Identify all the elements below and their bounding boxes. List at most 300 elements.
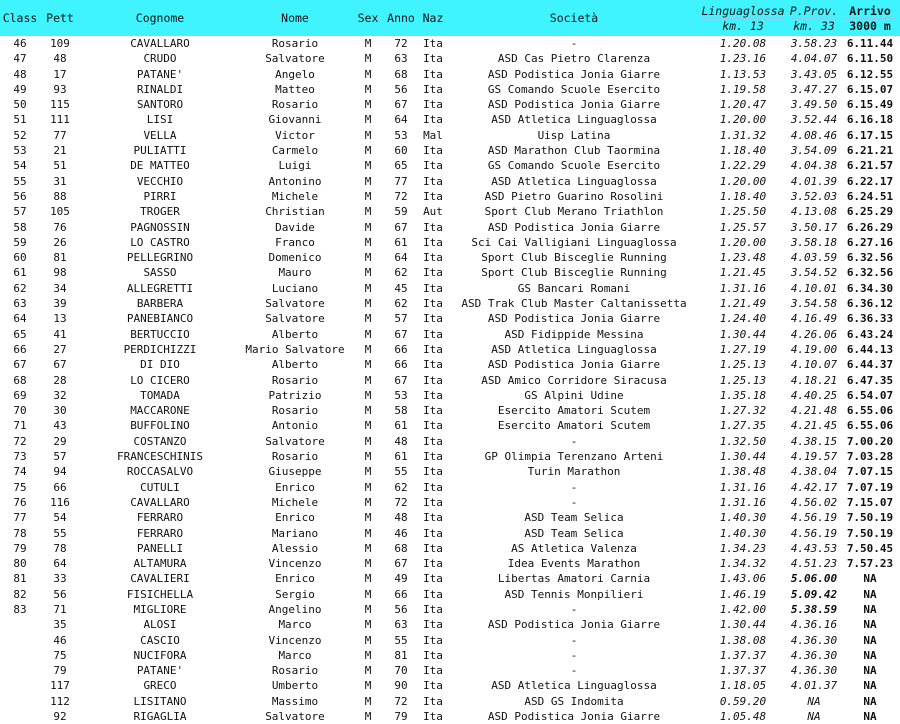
sex-cell: M bbox=[364, 52, 372, 66]
arrivo-cell: NA bbox=[863, 633, 877, 647]
arrivo-cell: 6.55.06 bbox=[846, 419, 894, 433]
linguaglossa-cell: 1.31.16 bbox=[719, 495, 767, 509]
arrivo-cell: 7.50.45 bbox=[846, 541, 894, 555]
table-row bbox=[0, 250, 900, 265]
pett-cell: 115 bbox=[50, 98, 70, 112]
arrivo-cell: 6.47.35 bbox=[846, 373, 894, 387]
table-row bbox=[0, 112, 900, 127]
nome-cell: Alberto bbox=[271, 327, 319, 341]
nome-cell: Giovanni bbox=[268, 113, 322, 127]
naz-cell: Ita bbox=[423, 434, 443, 448]
anno-cell: 67 bbox=[394, 557, 408, 571]
societa-cell: ASD Podistica Jonia Giarre bbox=[487, 67, 661, 81]
arrivo-cell: NA bbox=[863, 694, 877, 708]
linguaglossa-cell: 1.30.44 bbox=[719, 450, 767, 464]
class-cell: 51 bbox=[13, 113, 27, 127]
arrivo-cell: 6.43.24 bbox=[846, 327, 894, 341]
anno-cell: 48 bbox=[394, 511, 408, 525]
table-row bbox=[0, 97, 900, 112]
naz-cell: Ita bbox=[423, 602, 443, 616]
societa-cell: Sci Cai Valligiani Linguaglossa bbox=[471, 235, 677, 249]
sex-cell: M bbox=[364, 342, 372, 356]
nome-cell: Alberto bbox=[271, 358, 319, 372]
arrivo-cell: 6.15.49 bbox=[846, 98, 894, 112]
cognome-cell: FERRARO bbox=[136, 511, 184, 525]
table-row bbox=[0, 67, 900, 82]
pprov-cell: 3.54.58 bbox=[790, 297, 838, 311]
anno-cell: 90 bbox=[394, 679, 408, 693]
anno-cell: 55 bbox=[394, 465, 408, 479]
anno-cell: 59 bbox=[394, 205, 408, 219]
linguaglossa-cell: 1.20.00 bbox=[719, 113, 767, 127]
anno-cell: 55 bbox=[394, 633, 408, 647]
societa-cell: Esercito Amatori Scutem bbox=[497, 419, 651, 433]
societa-cell: Sport Club Bisceglie Running bbox=[481, 266, 667, 280]
anno-cell: 67 bbox=[394, 220, 408, 234]
linguaglossa-cell: 1.34.23 bbox=[719, 541, 767, 555]
societa-cell: - bbox=[570, 648, 578, 662]
arrivo-cell: NA bbox=[863, 602, 877, 616]
linguaglossa-cell: 1.19.58 bbox=[719, 82, 767, 96]
linguaglossa-cell: 1.25.13 bbox=[719, 358, 767, 372]
naz-cell: Ita bbox=[423, 67, 443, 81]
societa-cell: GS Alpini Udine bbox=[524, 388, 624, 402]
societa-cell: ASD Atletica Linguaglossa bbox=[491, 679, 657, 693]
societa-cell: GP Olimpia Terenzano Arteni bbox=[484, 450, 664, 464]
sex-cell: M bbox=[364, 373, 372, 387]
pett-cell: 81 bbox=[53, 251, 67, 265]
societa-cell: ASD Podistica Jonia Giarre bbox=[487, 220, 661, 234]
naz-cell: Ita bbox=[423, 633, 443, 647]
linguaglossa-cell: 1.25.57 bbox=[719, 220, 767, 234]
cognome-cell: CAVALLARO bbox=[130, 37, 190, 50]
nome-cell: Franco bbox=[275, 235, 315, 249]
sex-cell: M bbox=[364, 404, 372, 418]
class-cell: 62 bbox=[13, 281, 27, 295]
naz-cell: Ita bbox=[423, 358, 443, 372]
class-cell: 48 bbox=[13, 67, 27, 81]
class-cell: 77 bbox=[13, 511, 27, 525]
anno-cell: 60 bbox=[394, 144, 408, 158]
table-row bbox=[0, 418, 900, 433]
table-row bbox=[0, 602, 900, 617]
pprov-cell: 4.21.45 bbox=[790, 419, 838, 433]
societa-cell: Sport Club Bisceglie Running bbox=[481, 251, 667, 265]
naz-cell: Ita bbox=[423, 113, 443, 127]
nome-cell: Rosario bbox=[271, 98, 319, 112]
cognome-cell: MACCARONE bbox=[130, 404, 190, 418]
cognome-cell: VELLA bbox=[143, 128, 177, 142]
linguaglossa-cell: 1.35.18 bbox=[719, 388, 767, 402]
societa-cell: ASD Podistica Jonia Giarre bbox=[487, 98, 661, 112]
arrivo-cell: 6.16.18 bbox=[846, 113, 894, 127]
nome-cell: Vincenzo bbox=[268, 557, 322, 571]
nome-cell: Michele bbox=[271, 495, 319, 509]
anno-cell: 61 bbox=[394, 419, 408, 433]
societa-cell: ASD Podistica Jonia Giarre bbox=[487, 358, 661, 372]
header-class: Class bbox=[0, 0, 40, 36]
nome-cell: Angelo bbox=[275, 67, 315, 81]
linguaglossa-cell: 1.30.44 bbox=[719, 327, 767, 341]
societa-cell: ASD GS Indomita bbox=[524, 694, 624, 708]
pett-cell: 26 bbox=[53, 235, 67, 249]
sex-cell: M bbox=[364, 648, 372, 662]
table-row bbox=[0, 189, 900, 204]
header-pprov-title: P.Prov. bbox=[789, 3, 839, 18]
anno-cell: 63 bbox=[394, 618, 408, 632]
table-row bbox=[0, 510, 900, 525]
naz-cell: Ita bbox=[423, 648, 443, 662]
table-row bbox=[0, 82, 900, 97]
cognome-cell: PANEBIANCO bbox=[126, 312, 194, 326]
pprov-cell: 4.56.02 bbox=[790, 495, 838, 509]
linguaglossa-cell: 1.31.16 bbox=[719, 281, 767, 295]
arrivo-cell: 7.50.19 bbox=[846, 511, 894, 525]
sex-cell: M bbox=[364, 205, 372, 219]
class-cell bbox=[0, 694, 40, 709]
pett-cell: 76 bbox=[53, 220, 67, 234]
table-row bbox=[0, 311, 900, 326]
pprov-cell: 4.51.23 bbox=[790, 557, 838, 571]
naz-cell: Ita bbox=[423, 235, 443, 249]
pprov-cell: 3.58.18 bbox=[790, 235, 838, 249]
pett-cell: 71 bbox=[53, 602, 67, 616]
naz-cell: Ita bbox=[423, 572, 443, 586]
arrivo-cell: 6.34.30 bbox=[846, 281, 894, 295]
nome-cell: Marco bbox=[278, 648, 312, 662]
pprov-cell: 3.43.05 bbox=[790, 67, 838, 81]
sex-cell: M bbox=[364, 388, 372, 402]
societa-cell: ASD Podistica Jonia Giarre bbox=[487, 618, 661, 632]
cognome-cell: ROCCASALVO bbox=[126, 465, 194, 479]
societa-cell: GS Bancari Romani bbox=[517, 281, 631, 295]
table-row bbox=[0, 541, 900, 556]
pprov-cell: 3.47.27 bbox=[790, 82, 838, 96]
sex-cell: M bbox=[364, 511, 372, 525]
linguaglossa-cell: 1.27.19 bbox=[719, 342, 767, 356]
pett-cell: 66 bbox=[53, 480, 67, 494]
pprov-cell: 4.38.15 bbox=[790, 434, 838, 448]
anno-cell: 53 bbox=[394, 128, 408, 142]
sex-cell: M bbox=[364, 281, 372, 295]
class-cell: 46 bbox=[13, 37, 27, 50]
class-cell: 70 bbox=[13, 404, 27, 418]
naz-cell: Ita bbox=[423, 98, 443, 112]
arrivo-cell: 6.44.13 bbox=[846, 342, 894, 356]
sex-cell: M bbox=[364, 419, 372, 433]
class-cell: 69 bbox=[13, 388, 27, 402]
pett-cell: 13 bbox=[53, 312, 67, 326]
class-cell: 68 bbox=[13, 373, 27, 387]
pett-cell: 54 bbox=[53, 511, 67, 525]
nome-cell: Rosario bbox=[271, 404, 319, 418]
linguaglossa-cell: 1.31.16 bbox=[719, 480, 767, 494]
header-pprov-km: km. 33 bbox=[793, 18, 835, 33]
class-cell: 75 bbox=[13, 480, 27, 494]
pett-cell: 77 bbox=[53, 128, 67, 142]
pprov-cell: 4.13.08 bbox=[790, 205, 838, 219]
pprov-cell: 4.16.49 bbox=[790, 312, 838, 326]
pett-cell: 116 bbox=[50, 495, 70, 509]
pett-cell: 109 bbox=[50, 37, 70, 50]
pett-cell: 32 bbox=[53, 388, 67, 402]
naz-cell: Ita bbox=[423, 664, 443, 678]
sex-cell: M bbox=[364, 251, 372, 265]
table-row bbox=[0, 587, 900, 602]
pett-cell: 88 bbox=[53, 189, 67, 203]
sex-cell: M bbox=[364, 358, 372, 372]
linguaglossa-cell: 1.21.49 bbox=[719, 297, 767, 311]
societa-cell: ASD Amico Corridore Siracusa bbox=[481, 373, 667, 387]
anno-cell: 57 bbox=[394, 312, 408, 326]
linguaglossa-cell: 1.18.40 bbox=[719, 144, 767, 158]
naz-cell: Ita bbox=[423, 465, 443, 479]
pett-cell: 112 bbox=[50, 694, 70, 708]
cognome-cell: ALLEGRETTI bbox=[126, 281, 194, 295]
arrivo-cell: 6.21.21 bbox=[846, 144, 894, 158]
pett-cell: 105 bbox=[50, 205, 70, 219]
nome-cell: Matteo bbox=[275, 82, 315, 96]
class-cell bbox=[0, 648, 40, 663]
nome-cell: Salvatore bbox=[265, 312, 325, 326]
table-row bbox=[0, 709, 900, 724]
class-cell bbox=[0, 663, 40, 678]
anno-cell: 72 bbox=[394, 495, 408, 509]
arrivo-cell: 7.15.07 bbox=[846, 495, 894, 509]
sex-cell: M bbox=[364, 557, 372, 571]
linguaglossa-cell: 1.21.45 bbox=[719, 266, 767, 280]
nome-cell: Christian bbox=[265, 205, 325, 219]
linguaglossa-cell: 1.38.08 bbox=[719, 633, 767, 647]
nome-cell: Patrizio bbox=[268, 388, 322, 402]
pprov-cell: 4.19.57 bbox=[790, 450, 838, 464]
nome-cell: Salvatore bbox=[265, 710, 325, 724]
cognome-cell: CUTULI bbox=[140, 480, 180, 494]
linguaglossa-cell: 1.40.30 bbox=[719, 526, 767, 540]
societa-cell: Uisp Latina bbox=[537, 128, 611, 142]
pett-cell: 94 bbox=[53, 465, 67, 479]
naz-cell: Ita bbox=[423, 220, 443, 234]
anno-cell: 72 bbox=[394, 37, 408, 50]
pett-cell: 57 bbox=[53, 450, 67, 464]
naz-cell: Ita bbox=[423, 189, 443, 203]
arrivo-cell: 6.32.56 bbox=[846, 266, 894, 280]
anno-cell: 64 bbox=[394, 251, 408, 265]
cognome-cell: ALTAMURA bbox=[133, 557, 187, 571]
anno-cell: 61 bbox=[394, 235, 408, 249]
arrivo-cell: 6.15.07 bbox=[846, 82, 894, 96]
class-cell: 49 bbox=[13, 82, 27, 96]
class-cell: 76 bbox=[13, 495, 27, 509]
class-cell: 66 bbox=[13, 342, 27, 356]
cognome-cell: LISI bbox=[146, 113, 174, 127]
class-cell: 53 bbox=[13, 144, 27, 158]
nome-cell: Mario Salvatore bbox=[245, 342, 345, 356]
nome-cell: Antonio bbox=[271, 419, 319, 433]
societa-cell: - bbox=[570, 495, 578, 509]
anno-cell: 58 bbox=[394, 404, 408, 418]
cognome-cell: ALOSI bbox=[143, 618, 177, 632]
sex-cell: M bbox=[364, 602, 372, 616]
cognome-cell: PELLEGRINO bbox=[126, 251, 194, 265]
anno-cell: 62 bbox=[394, 480, 408, 494]
table-row bbox=[0, 158, 900, 173]
societa-cell: ASD Podistica Jonia Giarre bbox=[487, 710, 661, 724]
linguaglossa-cell: 1.18.40 bbox=[719, 189, 767, 203]
sex-cell: M bbox=[364, 159, 372, 173]
arrivo-cell: 6.32.56 bbox=[846, 251, 894, 265]
societa-cell: ASD Podistica Jonia Giarre bbox=[487, 312, 661, 326]
table-row bbox=[0, 663, 900, 678]
cognome-cell: SANTORO bbox=[136, 98, 184, 112]
anno-cell: 68 bbox=[394, 541, 408, 555]
linguaglossa-cell: 1.31.32 bbox=[719, 128, 767, 142]
anno-cell: 45 bbox=[394, 281, 408, 295]
cognome-cell: NUCIFORA bbox=[133, 648, 187, 662]
table-row bbox=[0, 204, 900, 219]
pett-cell: 33 bbox=[53, 572, 67, 586]
pprov-cell: 4.56.19 bbox=[790, 526, 838, 540]
nome-cell: Marco bbox=[278, 618, 312, 632]
linguaglossa-cell: 1.23.48 bbox=[719, 251, 767, 265]
pett-cell: 29 bbox=[53, 434, 67, 448]
table-row bbox=[0, 36, 900, 51]
anno-cell: 66 bbox=[394, 358, 408, 372]
societa-cell: - bbox=[570, 480, 578, 494]
pprov-cell: 5.09.42 bbox=[790, 587, 838, 601]
societa-cell: ASD Marathon Club Taormina bbox=[487, 144, 661, 158]
anno-cell: 68 bbox=[394, 67, 408, 81]
societa-cell: ASD Pietro Guarino Rosolini bbox=[484, 189, 664, 203]
anno-cell: 67 bbox=[394, 373, 408, 387]
societa-cell: - bbox=[570, 602, 578, 616]
cognome-cell: BARBERA bbox=[136, 297, 184, 311]
linguaglossa-cell: 1.37.37 bbox=[719, 648, 767, 662]
table-row bbox=[0, 373, 900, 388]
cognome-cell: SASSO bbox=[143, 266, 177, 280]
arrivo-cell: 7.07.15 bbox=[846, 465, 894, 479]
pprov-cell: 4.21.48 bbox=[790, 404, 838, 418]
arrivo-cell: NA bbox=[863, 572, 877, 586]
linguaglossa-cell: 1.23.16 bbox=[719, 52, 767, 66]
cognome-cell: GRECO bbox=[143, 679, 177, 693]
arrivo-cell: 6.22.17 bbox=[846, 174, 894, 188]
sex-cell: M bbox=[364, 480, 372, 494]
cognome-cell: DI DIO bbox=[140, 358, 180, 372]
arrivo-cell: 6.36.12 bbox=[846, 297, 894, 311]
table-row bbox=[0, 526, 900, 541]
naz-cell: Ita bbox=[423, 251, 443, 265]
cognome-cell: PATANE' bbox=[136, 67, 184, 81]
arrivo-cell: 7.57.23 bbox=[846, 557, 894, 571]
linguaglossa-cell: 1.24.40 bbox=[719, 312, 767, 326]
naz-cell: Ita bbox=[423, 694, 443, 708]
pprov-cell: 4.03.59 bbox=[790, 251, 838, 265]
class-cell: 82 bbox=[13, 587, 27, 601]
pprov-cell: 3.52.03 bbox=[790, 189, 838, 203]
cognome-cell: FERRARO bbox=[136, 526, 184, 540]
linguaglossa-cell: 1.34.32 bbox=[719, 557, 767, 571]
pett-cell: 48 bbox=[53, 52, 67, 66]
naz-cell: Ita bbox=[423, 526, 443, 540]
class-cell: 57 bbox=[13, 205, 27, 219]
pett-cell: 75 bbox=[53, 648, 67, 662]
nome-cell: Umberto bbox=[271, 679, 319, 693]
arrivo-cell: 6.11.50 bbox=[846, 52, 894, 66]
arrivo-cell: 6.54.07 bbox=[846, 388, 894, 402]
anno-cell: 56 bbox=[394, 82, 408, 96]
sex-cell: M bbox=[364, 434, 372, 448]
sex-cell: M bbox=[364, 450, 372, 464]
class-cell bbox=[0, 633, 40, 648]
table-row bbox=[0, 327, 900, 342]
pprov-cell: 3.52.44 bbox=[790, 113, 838, 127]
class-cell: 52 bbox=[13, 128, 27, 142]
anno-cell: 62 bbox=[394, 266, 408, 280]
linguaglossa-cell: 1.20.00 bbox=[719, 235, 767, 249]
societa-cell: - bbox=[570, 664, 578, 678]
linguaglossa-cell: 1.05.48 bbox=[719, 710, 767, 724]
nome-cell: Salvatore bbox=[265, 52, 325, 66]
pprov-cell: 4.08.46 bbox=[790, 128, 838, 142]
societa-cell: Idea Events Marathon bbox=[507, 557, 641, 571]
header-arrivo-m: 3000 m bbox=[844, 18, 896, 33]
pprov-cell: 3.49.50 bbox=[790, 98, 838, 112]
class-cell: 73 bbox=[13, 450, 27, 464]
naz-cell: Ita bbox=[423, 327, 443, 341]
linguaglossa-cell: 1.20.47 bbox=[719, 98, 767, 112]
nome-cell: Carmelo bbox=[271, 144, 319, 158]
pprov-cell: 4.42.17 bbox=[790, 480, 838, 494]
cognome-cell: FRANCESCHINIS bbox=[116, 450, 204, 464]
arrivo-cell: NA bbox=[863, 587, 877, 601]
pett-cell: 39 bbox=[53, 297, 67, 311]
anno-cell: 53 bbox=[394, 388, 408, 402]
naz-cell: Ita bbox=[423, 266, 443, 280]
class-cell: 65 bbox=[13, 327, 27, 341]
arrivo-cell: 6.36.33 bbox=[846, 312, 894, 326]
naz-cell: Ita bbox=[423, 419, 443, 433]
pprov-cell: 4.38.04 bbox=[790, 465, 838, 479]
anno-cell: 70 bbox=[394, 664, 408, 678]
cognome-cell: TOMADA bbox=[140, 388, 180, 402]
table-row bbox=[0, 281, 900, 296]
cognome-cell: CASCIO bbox=[140, 633, 180, 647]
nome-cell: Domenico bbox=[268, 251, 322, 265]
naz-cell: Ita bbox=[423, 541, 443, 555]
pett-cell: 41 bbox=[53, 327, 67, 341]
sex-cell: M bbox=[364, 82, 372, 96]
arrivo-cell: 6.11.44 bbox=[846, 37, 894, 50]
pprov-cell: 4.43.53 bbox=[790, 541, 838, 555]
table-row bbox=[0, 235, 900, 250]
header-row bbox=[0, 0, 900, 36]
naz-cell: Ita bbox=[423, 37, 443, 50]
class-cell: 60 bbox=[13, 251, 27, 265]
linguaglossa-cell: 1.22.29 bbox=[719, 159, 767, 173]
nome-cell: Michele bbox=[271, 189, 319, 203]
linguaglossa-cell: 1.20.00 bbox=[719, 174, 767, 188]
sex-cell: M bbox=[364, 37, 372, 50]
pett-cell: 92 bbox=[53, 710, 67, 724]
societa-cell: ASD Tennis Monpilieri bbox=[504, 587, 644, 601]
pprov-cell: 4.26.06 bbox=[790, 327, 838, 341]
societa-cell: ASD Fidippide Messina bbox=[504, 327, 644, 341]
pett-cell: 78 bbox=[53, 541, 67, 555]
table-row bbox=[0, 51, 900, 66]
nome-cell: Angelino bbox=[268, 602, 322, 616]
arrivo-cell: NA bbox=[863, 648, 877, 662]
